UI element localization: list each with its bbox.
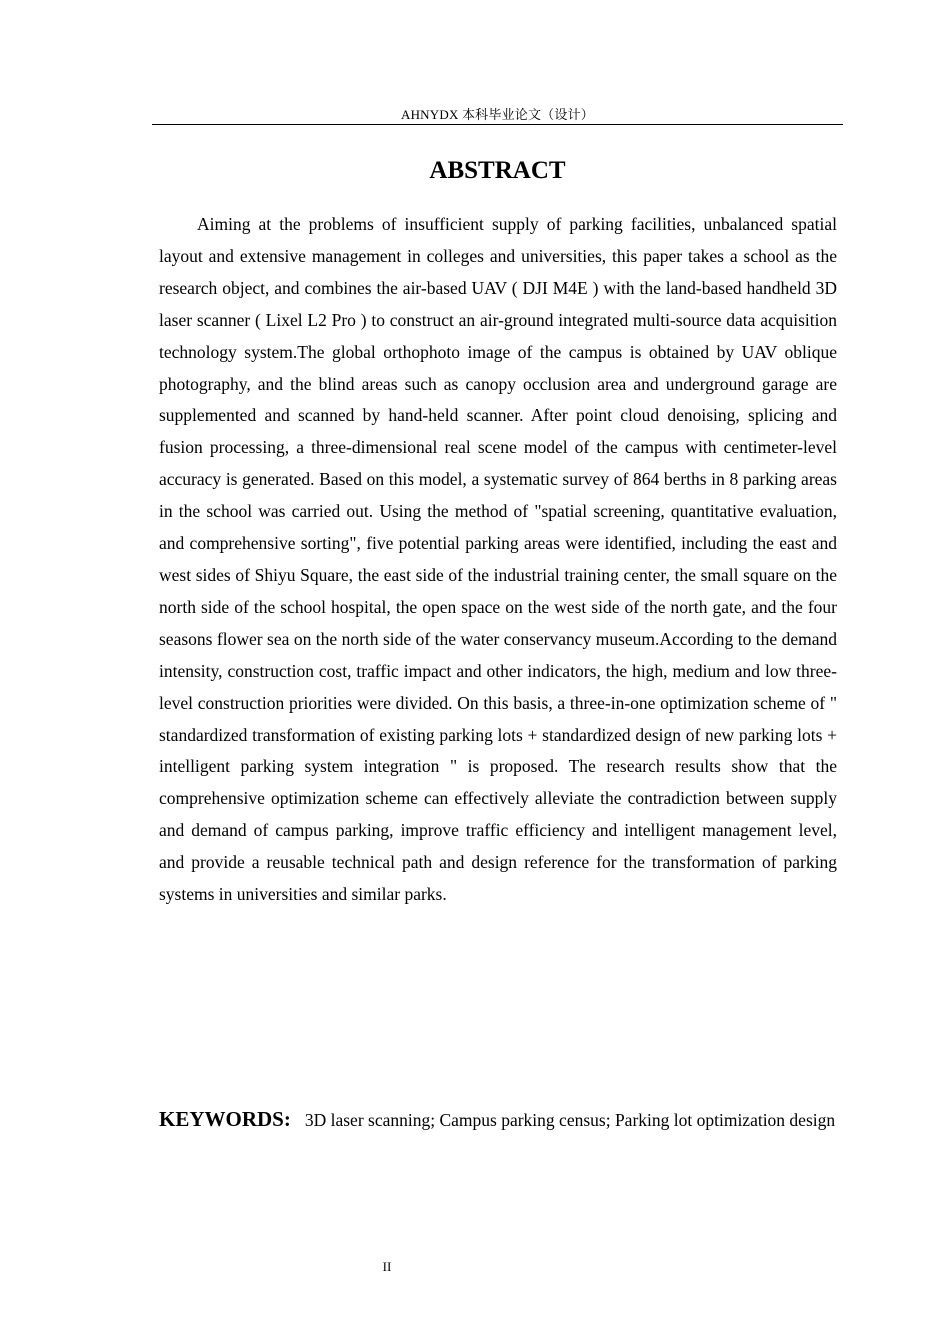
running-header: AHNYDX 本科毕业论文（设计） (401, 107, 594, 122)
keywords-text: 3D laser scanning; Campus parking census; Parking lot optimization design (304, 1110, 836, 1130)
page-number: II (382, 1259, 392, 1274)
abstract-title: ABSTRACT (429, 157, 566, 184)
keywords-label: KEYWORDS: (159, 1107, 291, 1131)
header-rule (152, 124, 843, 125)
keywords-paragraph (159, 1103, 837, 1136)
abstract-body: Aiming at the problems of insufficient supply of parking facilities, unbalanced spatial layout and extensive management in colleges and universities, this paper takes a school as the research object, and combines the air-based UAV ( DJI M4E ) with the land-based handheld 3D laser scanner ( Lixel L2 Pro ) to construct an air-ground integrated multi-source data acquisition technology system.The global orthophoto image of the campus is obtained by UAV oblique photography, and the blind areas such as canopy occlusion area and underground garage are supplemented and scanned by hand-held scanner. After point cloud denoising, splicing and fusion processing, a three-dimensional real scene model of the campus with centimeter-level accuracy is generated. Based on this model, a systematic survey of 864 berths in 8 parking areas in the school was carried out. Using the method of "spatial screening, quantitative evaluation, and comprehensive sorting", five potential parking areas were identified, including the east and west sides of Shiyu Square, the east side of the industrial training center, the small square on the north side of the school hospital, the open space on the west side of the north gate, and the four seasons flower sea on the north side of the water conservancy museum.According to the demand intensity, construction cost, traffic impact and other indicators, the high, medium and low three-level construction priorities were divided. On this basis, a three-in-one optimization scheme of " standardized transformation of existing parking lots + standardized design of new parking lots + intelligent parking system integration " is proposed. The research results show that the comprehensive optimization scheme can effectively alleviate the contradiction between supply and demand of campus parking, improve traffic efficiency and intelligent management level, and provide a reusable technical path and design reference for the transformation of parking systems in universities and similar parks. (159, 214, 837, 905)
